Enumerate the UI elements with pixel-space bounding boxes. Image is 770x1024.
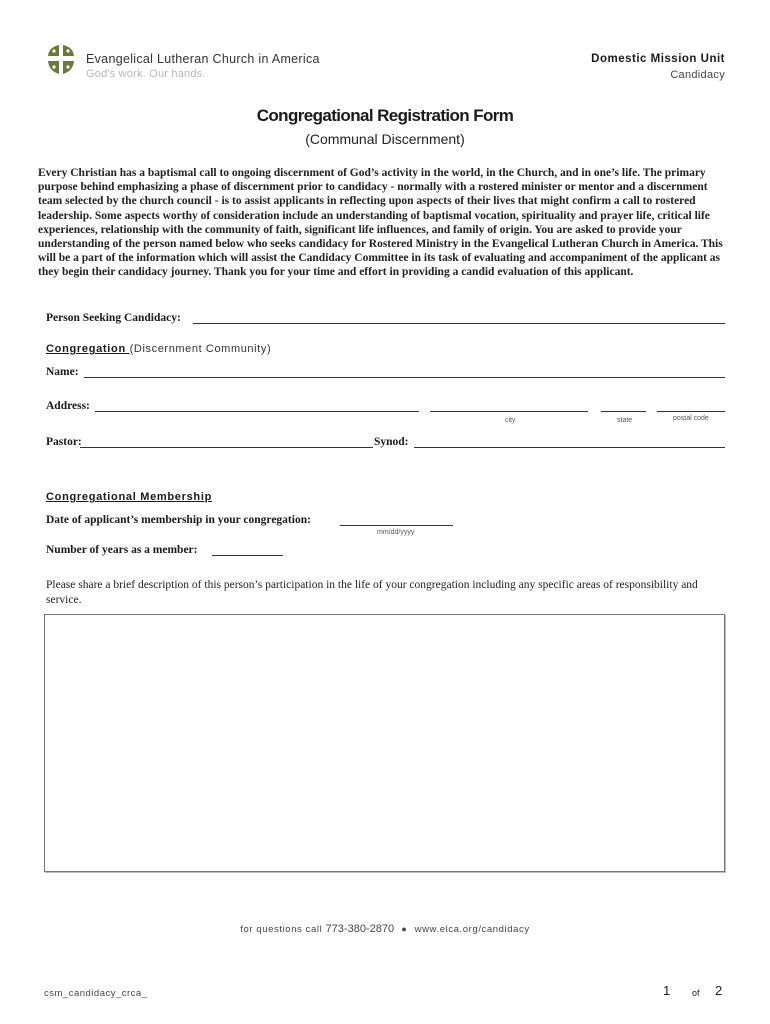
congregation-note: (Discernment Community) (129, 343, 272, 355)
intro-paragraph: Every Christian has a baptismal call to ongoing discernment of God’s activity in the world, in the Church, and in one’s life. The primary purpose behind emphasizing a phase of discernment prior to candidacy - normally with a rostered minister or mentor and a discernment team selected by the church council - is to assist applicants in reflecting upon aspects of their lives that might confirm a call to rostered leadership. Some aspects worthy of consideration include an understanding of baptismal vocation, spirituality and prayer life, critical life experiences, relationship with the community of faith, significant life influences, and family of origin. You are asked to provide your understanding of the person named below who seeks candidacy for Rostered Ministry in the Evangelical Lutheran Church in America. This will be a part of the information which will assist the Candidacy Committee in its task of evaluating and accompaniment of the applicant as they begin their candidacy journey. Thank you for your time and effort in providing a candid evaluation of this applicant. (38, 167, 723, 279)
elca-logo-icon (44, 43, 78, 77)
synod-label: Synod: (374, 436, 409, 448)
address-label: Address: (46, 400, 90, 412)
pastor-label: Pastor: (46, 436, 82, 448)
form-subtitle: (Communal Discernment) (305, 131, 465, 147)
org-tagline: God's work. Our hands. (86, 68, 206, 80)
city-hint: city (505, 417, 516, 424)
contact-url[interactable]: www.elca.org/candidacy (414, 924, 530, 935)
synod-field[interactable] (414, 447, 725, 448)
postal-hint: postal code (673, 415, 709, 422)
address-city-field[interactable] (430, 411, 588, 412)
membership-date-label: Date of applicant’s membership in your congregation: (46, 514, 311, 526)
congregation-heading-row (46, 343, 271, 355)
description-textarea[interactable] (44, 614, 725, 872)
membership-date-field[interactable] (340, 525, 453, 526)
page-total: 2 (715, 983, 723, 998)
pastor-field[interactable] (80, 447, 373, 448)
contact-phone: 773-380-2870 (325, 923, 395, 935)
name-field[interactable] (84, 377, 725, 378)
years-member-label: Number of years as a member: (46, 544, 198, 556)
address-state-field[interactable] (601, 411, 646, 412)
bullet-icon: ● (401, 924, 408, 934)
footer-contact (0, 923, 770, 935)
date-format-hint: mm/dd/yyyy (377, 529, 415, 536)
person-seeking-field[interactable] (193, 323, 725, 324)
state-hint: state (617, 417, 633, 424)
membership-heading: Congregational Membership (46, 491, 213, 503)
years-member-field[interactable] (212, 555, 283, 556)
unit-name: Domestic Mission Unit (591, 53, 725, 65)
name-label: Name: (46, 366, 79, 378)
form-title: Congregational Registration Form (256, 106, 514, 125)
contact-prefix: for questions call (240, 924, 326, 935)
description-prompt: Please share a brief description of this person’s participation in the life of your congregation including any specific areas of responsibility and service. (46, 579, 698, 606)
org-name: Evangelical Lutheran Church in America (86, 52, 320, 66)
address-postal-field[interactable] (657, 411, 725, 412)
congregation-heading: Congregation (46, 343, 130, 355)
address-street-field[interactable] (95, 411, 419, 412)
page-number: 1 (663, 983, 671, 998)
person-seeking-label: Person Seeking Candidacy: (46, 312, 181, 324)
document-code: csm_candidacy_crca_ (44, 988, 148, 999)
unit-subtitle: Candidacy (670, 69, 725, 81)
page-of: of (692, 988, 700, 998)
